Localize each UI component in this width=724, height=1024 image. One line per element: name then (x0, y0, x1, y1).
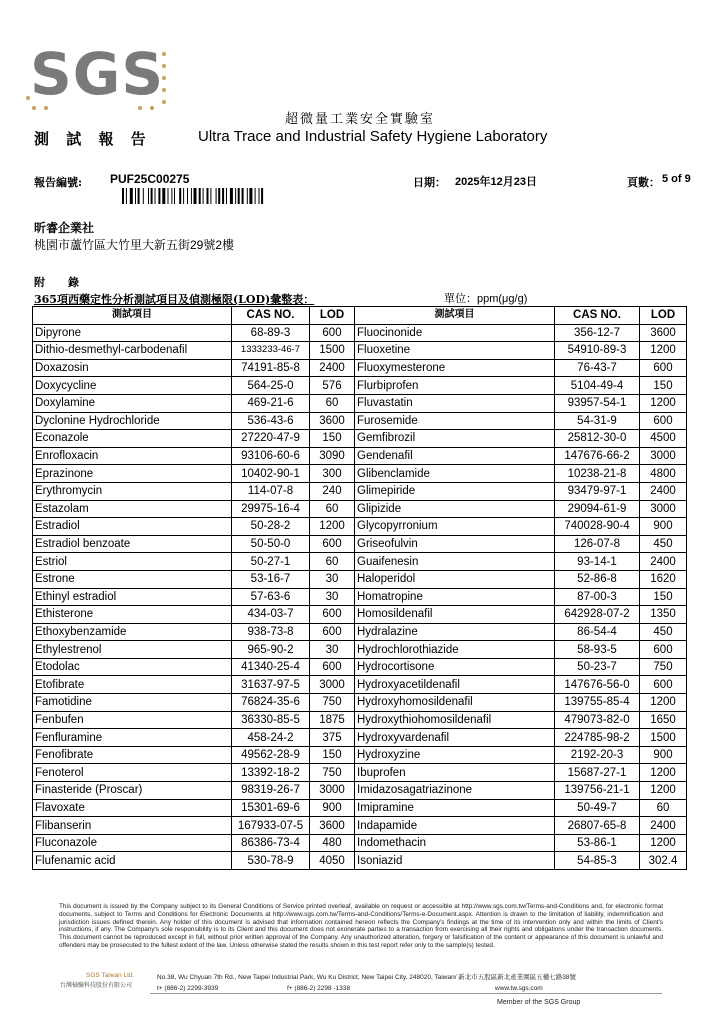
lod-cell: 375 (310, 729, 355, 747)
test-item-cell: Glibenclamide (355, 465, 555, 483)
table-row (33, 588, 687, 606)
cas-no-cell: 147676-56-0 (555, 676, 640, 694)
cas-no-cell: 50-27-1 (232, 553, 310, 571)
cas-no-cell: 139755-85-4 (555, 694, 640, 712)
test-item-cell: Ethoxybenzamide (33, 623, 232, 641)
table-row (33, 782, 687, 800)
lod-cell: 150 (640, 588, 687, 606)
table-row (33, 342, 687, 360)
cas-no-cell: 93-14-1 (555, 553, 640, 571)
table-header-row (33, 307, 687, 325)
lod-cell: 1200 (640, 694, 687, 712)
lod-cell: 60 (310, 500, 355, 518)
cas-no-cell: 642928-07-2 (555, 606, 640, 624)
test-item-cell: Ethinyl estradiol (33, 588, 232, 606)
footer-phone: t+ (886-2) 2299-3939 (157, 985, 219, 992)
cas-no-cell: 27220-47-9 (232, 430, 310, 448)
table-row (33, 570, 687, 588)
test-item-cell: Econazole (33, 430, 232, 448)
test-item-cell: Flavoxate (33, 799, 232, 817)
test-item-cell: Hydroxyvardenafil (355, 729, 555, 747)
lod-cell: 600 (310, 658, 355, 676)
date-label: 日期： (413, 177, 446, 189)
header-lod: LOD (640, 307, 687, 325)
test-item-cell: Fluconazole (33, 834, 232, 852)
sgs-logo: SGS (30, 40, 165, 108)
test-item-cell: Hydroxyzine (355, 746, 555, 764)
lod-cell: 1650 (640, 711, 687, 729)
cas-no-cell: 10402-90-1 (232, 465, 310, 483)
cas-no-cell: 93957-54-1 (555, 394, 640, 412)
test-item-cell: Fenoterol (33, 764, 232, 782)
lod-cell: 3000 (640, 500, 687, 518)
table-row (33, 518, 687, 536)
test-item-cell: Finasteride (Proscar) (33, 782, 232, 800)
test-item-cell: Estrone (33, 570, 232, 588)
lod-cell: 3600 (310, 817, 355, 835)
lod-cell: 600 (640, 412, 687, 430)
test-item-cell: Hydralazine (355, 623, 555, 641)
table-row (33, 764, 687, 782)
lod-cell: 1200 (640, 834, 687, 852)
test-item-cell: Eprazinone (33, 465, 232, 483)
cas-no-cell: 356-12-7 (555, 324, 640, 342)
table-row (33, 834, 687, 852)
table-row (33, 482, 687, 500)
table-row (33, 553, 687, 571)
table-row (33, 676, 687, 694)
cas-no-cell: 536-43-6 (232, 412, 310, 430)
footer-company-cn: 台灣檢驗科技股份有限公司 (60, 983, 133, 989)
cas-no-cell: 29975-16-4 (232, 500, 310, 518)
header-lod: LOD (310, 307, 355, 325)
client-name: 昕睿企業社 (34, 221, 95, 235)
cas-no-cell: 938-73-8 (232, 623, 310, 641)
cas-no-cell: 15301-69-6 (232, 799, 310, 817)
test-item-cell: Homosildenafil (355, 606, 555, 624)
cas-no-cell: 87-00-3 (555, 588, 640, 606)
table-row (33, 359, 687, 377)
lod-cell: 900 (310, 799, 355, 817)
lod-cell: 60 (310, 553, 355, 571)
lod-cell: 150 (310, 746, 355, 764)
test-item-cell: Doxycycline (33, 377, 232, 395)
lod-cell: 600 (310, 535, 355, 553)
cas-no-cell: 167933-07-5 (232, 817, 310, 835)
footer-address: No.38, Wu Chyuan 7th Rd., New Taipei Industrial Park, Wu Ku District, New Taipei City, 248020, Taiwan/ 新北市五股區新北產業園區五權七路38號 (157, 974, 577, 981)
lab-name-en: Ultra Trace and Industrial Safety Hygiene Laboratory (198, 128, 548, 145)
footer-company: SGS Taiwan Ltd. (86, 972, 135, 979)
test-item-cell: Gemfibrozil (355, 430, 555, 448)
cas-no-cell: 57-63-6 (232, 588, 310, 606)
cas-no-cell: 126-07-8 (555, 535, 640, 553)
cas-no-cell: 740028-90-4 (555, 518, 640, 536)
test-item-cell: Erythromycin (33, 482, 232, 500)
lod-cell: 3090 (310, 447, 355, 465)
test-item-cell: Hydroxyhomosildenafil (355, 694, 555, 712)
lod-cell: 2400 (640, 553, 687, 571)
lod-cell: 3000 (310, 782, 355, 800)
table-row (33, 412, 687, 430)
test-item-cell: Estradiol benzoate (33, 535, 232, 553)
cas-no-cell: 54-31-9 (555, 412, 640, 430)
test-item-cell: Hydrochlorothiazide (355, 641, 555, 659)
cas-no-cell: 139756-21-1 (555, 782, 640, 800)
cas-no-cell: 50-49-7 (555, 799, 640, 817)
lod-cell: 4050 (310, 852, 355, 870)
test-item-cell: Famotidine (33, 694, 232, 712)
test-item-cell: Dipyrone (33, 324, 232, 342)
lod-cell: 3600 (310, 412, 355, 430)
cas-no-cell: 41340-25-4 (232, 658, 310, 676)
lod-cell: 30 (310, 588, 355, 606)
lod-cell: 60 (310, 394, 355, 412)
footer-divider (150, 993, 662, 994)
test-item-cell: Fluoxymesterone (355, 359, 555, 377)
cas-no-cell: 76824-35-6 (232, 694, 310, 712)
test-item-cell: Hydroxyacetildenafil (355, 676, 555, 694)
table-row (33, 641, 687, 659)
lod-cell: 30 (310, 570, 355, 588)
lod-cell: 150 (310, 430, 355, 448)
test-item-cell: Haloperidol (355, 570, 555, 588)
cas-no-cell: 434-03-7 (232, 606, 310, 624)
test-item-cell: Guaifenesin (355, 553, 555, 571)
cas-no-cell: 68-89-3 (232, 324, 310, 342)
test-item-cell: Estradiol (33, 518, 232, 536)
barcode-icon (122, 188, 308, 204)
table-row (33, 324, 687, 342)
test-item-cell: Dyclonine Hydrochloride (33, 412, 232, 430)
header-item: 測試項目 (33, 307, 232, 325)
lod-cell: 1500 (310, 342, 355, 360)
test-item-cell: Homatropine (355, 588, 555, 606)
lod-cell: 750 (640, 658, 687, 676)
cas-no-cell: 147676-66-2 (555, 447, 640, 465)
lod-cell: 600 (310, 606, 355, 624)
lab-name-cn: 超微量工業安全實驗室 (285, 112, 436, 127)
cas-no-cell: 114-07-8 (232, 482, 310, 500)
cas-no-cell: 29094-61-9 (555, 500, 640, 518)
lod-cell: 3600 (640, 324, 687, 342)
test-item-cell: Fluoxetine (355, 342, 555, 360)
test-item-cell: Etodolac (33, 658, 232, 676)
header-item: 測試項目 (355, 307, 555, 325)
header-cas: CAS NO. (555, 307, 640, 325)
test-item-cell: Doxazosin (33, 359, 232, 377)
lod-cell: 150 (640, 377, 687, 395)
test-item-cell: Enrofloxacin (33, 447, 232, 465)
cas-no-cell: 93479-97-1 (555, 482, 640, 500)
cas-no-cell: 86-54-4 (555, 623, 640, 641)
test-item-cell: Griseofulvin (355, 535, 555, 553)
lod-cell: 600 (310, 324, 355, 342)
cas-no-cell: 564-25-0 (232, 377, 310, 395)
disclaimer-text: This document is issued by the Company subject to its General Conditions of Service printed overleaf, available on request or accessible at http://www.sgs.com.tw/Terms-and-Conditions and, for electronic format documents, subject to Terms and Conditions for Electronic Documents at http://www.sgs.com.tw/Terms-and-Conditions/Terms-e-Document.aspx. Attention is drawn to the limitation of liability, indemnification and jurisdiction issues defined therein. Any holder of this document is advised that information contained hereon reflects the Company's findings at the time of its intervention only and within the limits of Client's instructions, if any. The Company's sole responsibility is to its Client and this document does not exonerate parties to a transaction from exercising all their rights and obligations under the transaction documents. This document cannot be reproduced except in full, without prior written approval of the Company. Any unauthorized alteration, forgery or falsification of the content or appearance of this document is unlawful and offenders may be prosecuted to the fullest extent of the law. Unless otherwise stated the results shown in this test report refer only to the sample(s) tested. (59, 903, 663, 949)
table-row (33, 729, 687, 747)
test-item-cell: Estriol (33, 553, 232, 571)
lod-cell: 300 (310, 465, 355, 483)
footer-member: Member of the SGS Group (497, 999, 581, 1006)
table-row (33, 606, 687, 624)
test-item-cell: Ethylestrenol (33, 641, 232, 659)
lod-cell: 2400 (310, 359, 355, 377)
cas-no-cell: 76-43-7 (555, 359, 640, 377)
lod-cell: 1350 (640, 606, 687, 624)
table-row (33, 711, 687, 729)
test-item-cell: Doxylamine (33, 394, 232, 412)
test-item-cell: Indomethacin (355, 834, 555, 852)
table-row (33, 394, 687, 412)
table-row (33, 430, 687, 448)
lod-cell: 2400 (640, 482, 687, 500)
test-item-cell: Flurbiprofen (355, 377, 555, 395)
lod-cell: 1200 (640, 394, 687, 412)
lod-cell: 60 (640, 799, 687, 817)
lod-cell: 1620 (640, 570, 687, 588)
cas-no-cell: 93106-60-6 (232, 447, 310, 465)
cas-no-cell: 2192-20-3 (555, 746, 640, 764)
test-item-cell: Indapamide (355, 817, 555, 835)
cas-no-cell: 1333233-46-7 (232, 342, 310, 360)
test-item-cell: Fenfluramine (33, 729, 232, 747)
lod-cell: 3000 (640, 447, 687, 465)
cas-no-cell: 54-85-3 (555, 852, 640, 870)
footer-website: www.tw.sgs.com (495, 985, 543, 992)
table-row (33, 535, 687, 553)
cas-no-cell: 31637-97-5 (232, 676, 310, 694)
table-title: 365項西藥定性分析測試項目及偵測極限(LOD)彙整表： (34, 293, 315, 306)
cas-no-cell: 36330-85-5 (232, 711, 310, 729)
table-row (33, 694, 687, 712)
lod-cell: 1200 (640, 342, 687, 360)
page-label: 頁數： (627, 177, 660, 189)
table-row (33, 746, 687, 764)
table-row (33, 852, 687, 870)
cas-no-cell: 10238-21-8 (555, 465, 640, 483)
cas-no-cell: 5104-49-4 (555, 377, 640, 395)
table-row (33, 465, 687, 483)
lod-cell: 450 (640, 623, 687, 641)
test-item-cell: Imidazosagatriazinone (355, 782, 555, 800)
cas-no-cell: 52-86-8 (555, 570, 640, 588)
test-item-cell: Gendenafil (355, 447, 555, 465)
lod-cell: 480 (310, 834, 355, 852)
cas-no-cell: 479073-82-0 (555, 711, 640, 729)
test-item-cell: Flibanserin (33, 817, 232, 835)
lod-cell: 1200 (640, 782, 687, 800)
client-address: 桃園市蘆竹區大竹里大新五街29號2樓 (34, 238, 235, 252)
header-cas: CAS NO. (232, 307, 310, 325)
report-no: PUF25C00275 (110, 172, 190, 186)
lod-cell: 576 (310, 377, 355, 395)
lod-cell: 4500 (640, 430, 687, 448)
cas-no-cell: 50-23-7 (555, 658, 640, 676)
lod-cell: 600 (640, 676, 687, 694)
lod-cell: 3000 (310, 676, 355, 694)
test-item-cell: Hydrocortisone (355, 658, 555, 676)
test-item-cell: Fluocinonide (355, 324, 555, 342)
test-item-cell: Imipramine (355, 799, 555, 817)
report-date: 2025年12月23日 (455, 176, 537, 188)
lod-cell: 600 (640, 641, 687, 659)
cas-no-cell: 58-93-5 (555, 641, 640, 659)
test-item-cell: Flufenamic acid (33, 852, 232, 870)
cas-no-cell: 53-16-7 (232, 570, 310, 588)
cas-no-cell: 15687-27-1 (555, 764, 640, 782)
table-row (33, 447, 687, 465)
lod-cell: 302.4 (640, 852, 687, 870)
cas-no-cell: 224785-98-2 (555, 729, 640, 747)
lod-cell: 1200 (640, 764, 687, 782)
test-item-cell: Glipizide (355, 500, 555, 518)
lod-cell: 2400 (640, 817, 687, 835)
cas-no-cell: 49562-28-9 (232, 746, 310, 764)
cas-no-cell: 25812-30-0 (555, 430, 640, 448)
table-row (33, 623, 687, 641)
test-item-cell: Estazolam (33, 500, 232, 518)
table-body (33, 324, 687, 869)
cas-no-cell: 458-24-2 (232, 729, 310, 747)
lod-cell: 1500 (640, 729, 687, 747)
lod-cell: 1200 (310, 518, 355, 536)
test-item-cell: Fenbufen (33, 711, 232, 729)
cas-no-cell: 530-78-9 (232, 852, 310, 870)
appendix-label: 附 錄 (34, 276, 85, 289)
test-item-cell: Isoniazid (355, 852, 555, 870)
report-title-cn: 測 試 報 告 (34, 130, 152, 148)
report-no-label: 報告編號: (34, 176, 83, 189)
lod-cell: 750 (310, 764, 355, 782)
unit-label: 單位：ppm(μg/g) (444, 293, 528, 305)
test-item-cell: Ibuprofen (355, 764, 555, 782)
lod-cell: 30 (310, 641, 355, 659)
test-item-cell: Furosemide (355, 412, 555, 430)
lod-cell: 240 (310, 482, 355, 500)
lod-cell: 900 (640, 746, 687, 764)
cas-no-cell: 98319-26-7 (232, 782, 310, 800)
cas-no-cell: 74191-85-8 (232, 359, 310, 377)
test-item-cell: Fenofibrate (33, 746, 232, 764)
lod-cell: 750 (310, 694, 355, 712)
footer-fax: f+ (886-2) 2298 -1338 (287, 985, 351, 992)
cas-no-cell: 469-21-6 (232, 394, 310, 412)
test-item-cell: Ethisterone (33, 606, 232, 624)
cas-no-cell: 50-50-0 (232, 535, 310, 553)
cas-no-cell: 26807-65-8 (555, 817, 640, 835)
table-row (33, 658, 687, 676)
test-item-cell: Glimepiride (355, 482, 555, 500)
cas-no-cell: 54910-89-3 (555, 342, 640, 360)
table-row (33, 799, 687, 817)
table-row (33, 377, 687, 395)
test-item-cell: Fluvastatin (355, 394, 555, 412)
cas-no-cell: 86386-73-4 (232, 834, 310, 852)
cas-no-cell: 53-86-1 (555, 834, 640, 852)
lod-cell: 600 (310, 623, 355, 641)
table-row (33, 817, 687, 835)
lod-cell: 600 (640, 359, 687, 377)
lod-cell: 1875 (310, 711, 355, 729)
cas-no-cell: 965-90-2 (232, 641, 310, 659)
cas-no-cell: 13392-18-2 (232, 764, 310, 782)
lod-cell: 4800 (640, 465, 687, 483)
lod-cell: 900 (640, 518, 687, 536)
test-item-cell: Etofibrate (33, 676, 232, 694)
lod-cell: 450 (640, 535, 687, 553)
page-number: 5 of 9 (662, 173, 691, 185)
cas-no-cell: 50-28-2 (232, 518, 310, 536)
test-item-cell: Glycopyrronium (355, 518, 555, 536)
results-table (32, 306, 687, 870)
test-item-cell: Dithio-desmethyl-carbodenafil (33, 342, 232, 360)
test-item-cell: Hydroxythiohomosildenafil (355, 711, 555, 729)
table-row (33, 500, 687, 518)
